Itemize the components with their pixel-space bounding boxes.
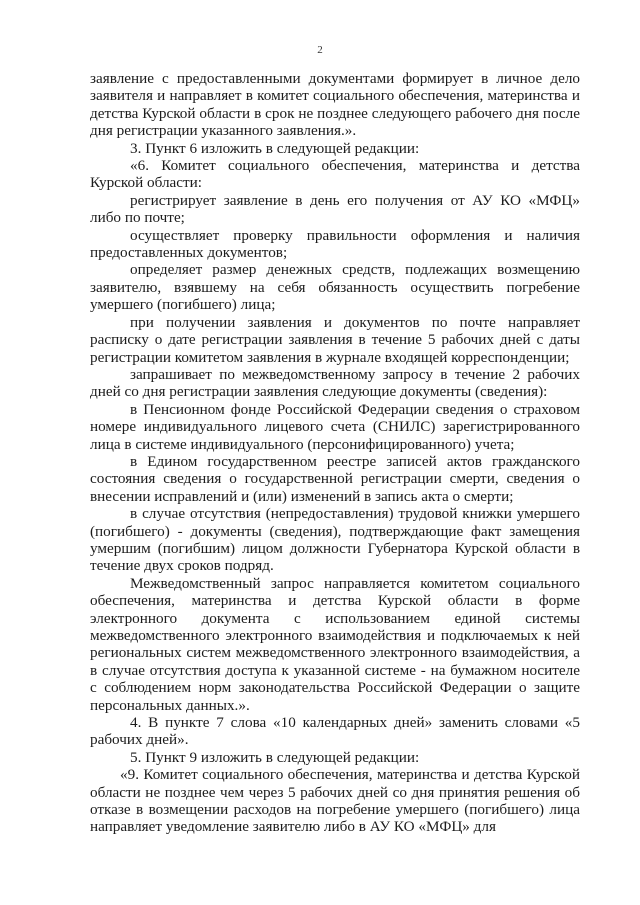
paragraph: осуществляет проверку правильности оформления и наличия предоставленных документов; (90, 226, 580, 262)
paragraph: «6. Комитет социального обеспечения, материнства и детства Курской области: (90, 157, 580, 192)
paragraph: 3. Пункт 6 изложить в следующей редакции: (130, 139, 420, 157)
paragraph: «9. Комитет социального обеспечения, материнства и детства Курской области не позднее чем через 5 рабочих дней со дня принятия решения об отказе в возмещении расходов на погребение умершего (погибшего) лица направляет уведомление заявителю либо в АУ КО «МФЦ» для (90, 766, 580, 836)
paragraph: запрашивает по межведомственному запросу в течение 2 рабочих дней со дня регистрации заявления следующие документы (сведения): (90, 365, 580, 401)
paragraph: в случае отсутствия (непредоставления) трудовой книжки умершего (погибшего) - документы (сведения), подтверждающие факт замещения умершим (погибшим) лицом должности Губернатора Курской области в течение двух сроков подряд. (90, 505, 580, 575)
paragraph: регистрирует заявление в день его получения от АУ КО «МФЦ» либо по почте; (90, 191, 580, 227)
paragraph: в Едином государственном реестре записей актов гражданского состояния сведения о государственной регистрации смерти, сведения о внесении исправлений и (или) изменений в запись акта о смерти; (90, 452, 580, 505)
paragraph: в Пенсионном фонде Российской Федерации сведения о страховом номере индивидуального лицевого счета (СНИЛС) зарегистрированного лица в системе индивидуального (персонифицированного) учета; (90, 400, 580, 453)
paragraph: при получении заявления и документов по почте направляет расписку о дате регистрации заявления в течение 5 рабочих дней с даты регистрации комитетом заявления в журнале входящей корреспонденции; (90, 313, 580, 366)
paragraph: Межведомственный запрос направляется комитетом социального обеспечения, материнства и детства Курской области в форме электронного документа с использованием единой системы межведомственного электронного взаимодействия и подключаемых к ней региональных систем межведомственного электронного взаимодействия, а в случае отсутствия доступа к указанной системе - на бумажном носителе с соблюдением норм законодательства Российской Федерации о защите персональных данных.». (90, 574, 580, 714)
page-number: 2 (317, 44, 323, 56)
paragraph: 4. В пункте 7 слова «10 календарных дней» заменить словами «5 рабочих дней». (90, 714, 580, 749)
document-body (90, 70, 580, 836)
paragraph: 5. Пункт 9 изложить в следующей редакции: (130, 748, 420, 766)
paragraph: заявление с предоставленными документами формирует в личное дело заявителя и направляет в комитет социального обеспечения, материнства и детства Курской области в срок не позднее следующего рабочего дня после дня регистрации указанного заявления.». (90, 70, 580, 140)
paragraph: определяет размер денежных средств, подлежащих возмещению заявителю, взявшему на себя обязанность осуществить погребение умершего (погибшего) лица; (90, 261, 580, 314)
